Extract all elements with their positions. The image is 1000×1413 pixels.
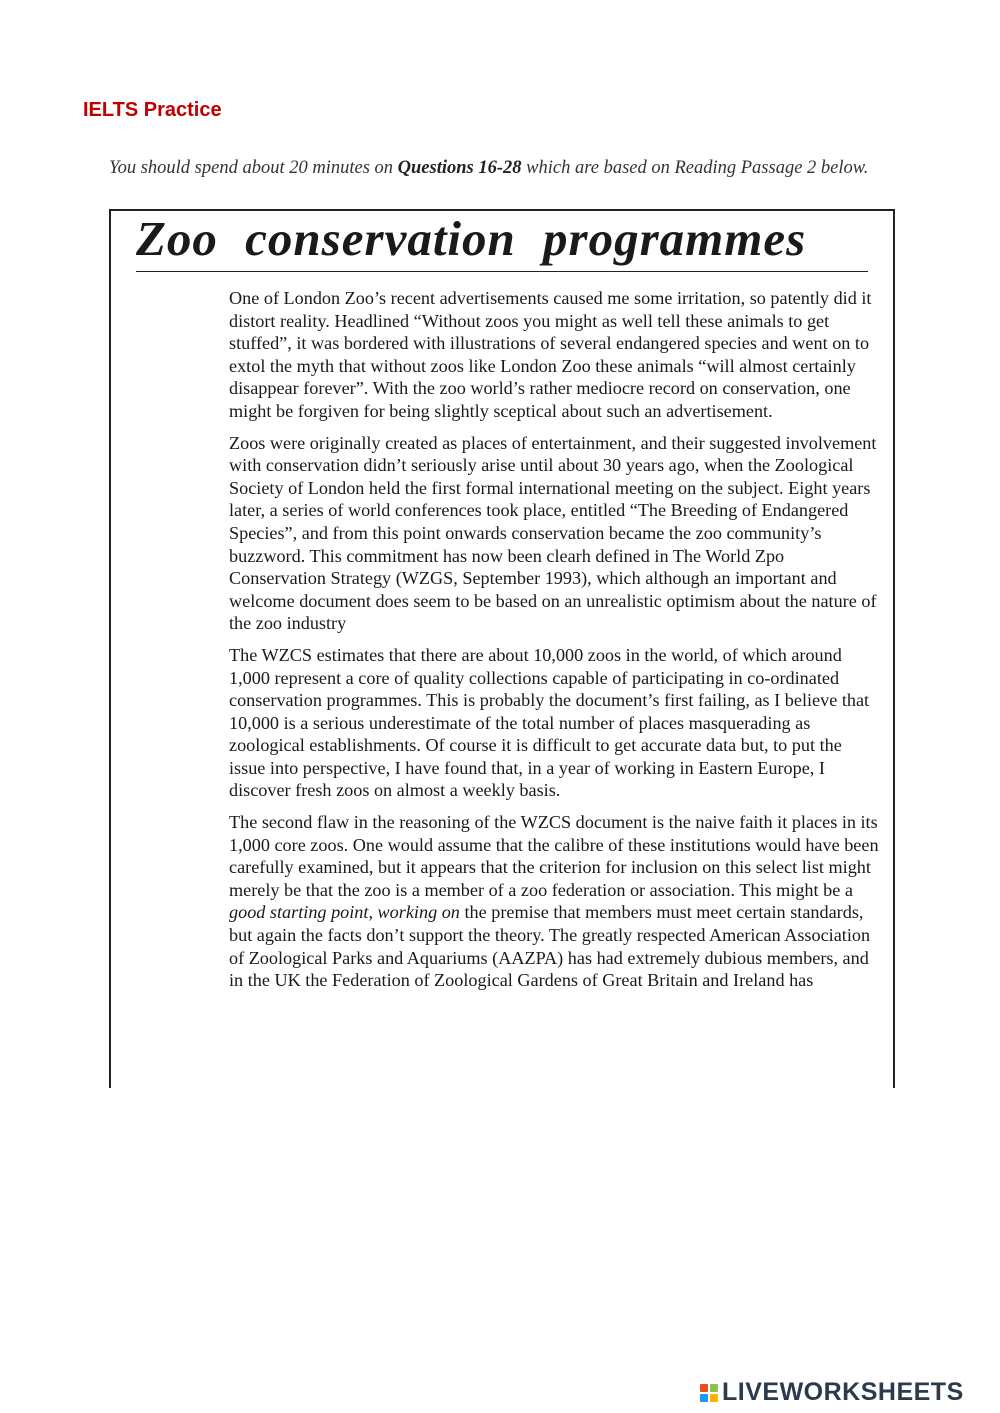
instructions-before: You should spend about 20 minutes on: [109, 158, 398, 178]
instructions-questions: Questions 16-28: [397, 158, 522, 178]
title-rule: [136, 271, 868, 272]
brand-name: LIVEWORKSHEETS: [722, 1378, 964, 1406]
logo-square-1: [700, 1384, 708, 1392]
paragraph-3: The WZCS estimates that there are about 10,000 zoos in the world, of which around 1,000 represent a core of quality collections capable of participating in co-ordinated conservation programmes. This is probably the document’s first failing, as I believe that 10,000 is a serious underestimate of the total number of places masquerading as zoological establishments. Of course it is difficult to get accurate data but, to put the issue into perspective, I have found that, in a year of working in Eastern Europe, I discover fresh zoos on almost a weekly basis.: [229, 644, 870, 801]
paragraph-4-start: The second flaw in the reasoning of the WZCS document is the naive faith it places in its 1,000 core zoos. One would assume that the calibre of these institutions would have been carefully examined, but it appears that the criterion for inclusion on this select list might merely be that the zoo is a member of a zoo federation or association. This might be a: [229, 812, 879, 900]
logo-grid-icon: [700, 1384, 718, 1402]
logo-square-2: [710, 1384, 718, 1392]
paragraph-2: Zoos were originally created as places of entertainment, and their suggested involvement with conservation didn’t seriously arise until about 30 years ago, when the Zoological Society of London held the first formal international meeting on the subject. Eight years later, a series of world conferences took place, entitled “The Breeding of Endangered Species”, and from this point onwards conservation became the zoo community’s buzzword. This commitment has now been clearh defined in The World Zpo Conservation Strategy (WZGS, September 1993), which although an important and welcome document does seem to be based on an unrealistic optimism about the nature of the zoo industry: [229, 432, 877, 634]
passage-title: Zoo conservation programmes: [136, 211, 807, 266]
page-cutoff: [100, 1088, 910, 1228]
logo-square-3: [700, 1394, 708, 1402]
paragraph-1: One of London Zoo’s recent advertisements caused me some irritation, so patently did it distort reality. Headlined “Without zoos you might as well tell these animals to get stuffed”, it was bordered with illustrations of several endangered species and went on to extol the myth that without zoos like London Zoo these animals “will almost certainly disappear forever”. With the zoo world’s rather mediocre record on conservation, one might be forgiven for being slightly sceptical about such an advertisement.: [229, 288, 872, 421]
instructions-after: which are based on Reading Passage 2 below.: [521, 158, 869, 178]
instructions: [109, 157, 909, 179]
paragraph-4-italic: good starting point, working on: [229, 902, 460, 923]
liveworksheets-logo: [700, 1378, 964, 1407]
header-label: IELTS Practice: [83, 99, 222, 121]
passage-body: [229, 287, 881, 1001]
logo-square-4: [710, 1394, 718, 1402]
paragraph-4-end: the premise that members must meet certain standards, but again the facts don’t support the theory. The greatly respected American Association of Zoological Parks and Aquariums (AAZPA) has had extremely dubious members, and in the UK the Federation of Zoological Gardens of Great Britain and Ireland has: [229, 902, 871, 991]
paragraph-4: [229, 811, 881, 992]
